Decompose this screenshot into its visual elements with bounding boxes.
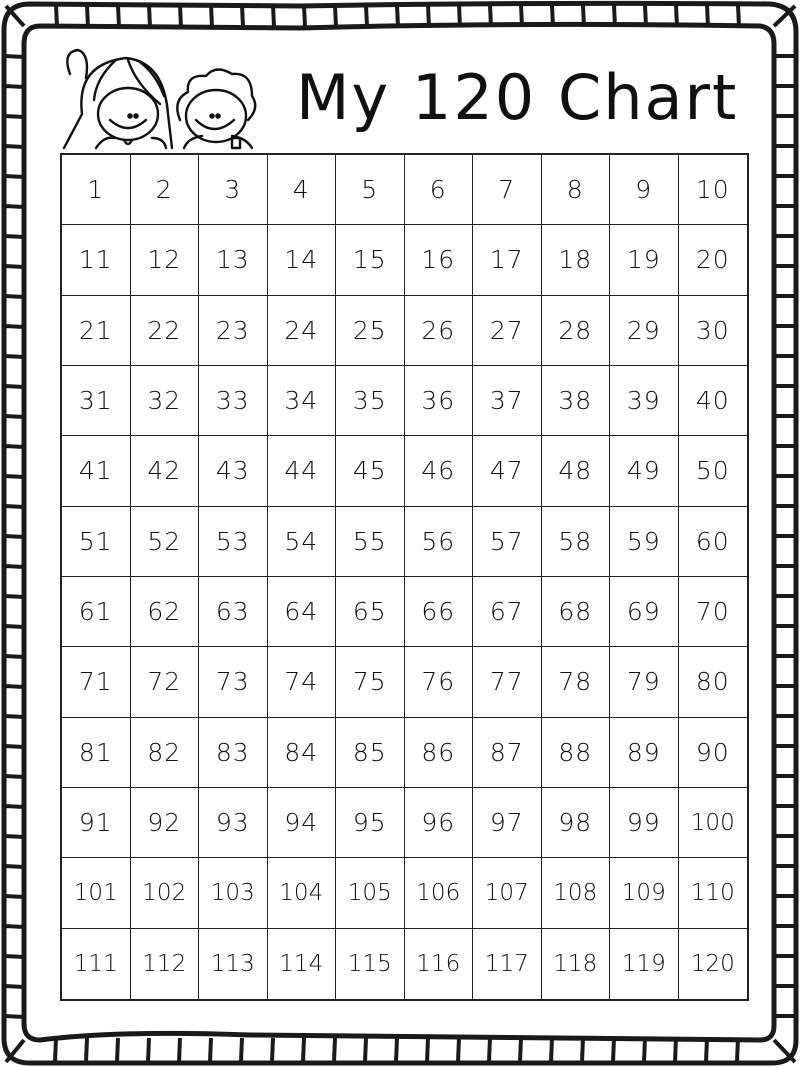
number-cell: 68 <box>542 577 611 647</box>
number-cell: 51 <box>62 507 131 577</box>
number-cell: 110 <box>679 858 748 928</box>
number-cell: 48 <box>542 436 611 506</box>
number-cell: 88 <box>542 718 611 788</box>
number-cell: 2 <box>131 155 200 225</box>
number-cell: 16 <box>405 225 474 295</box>
number-cell: 83 <box>199 718 268 788</box>
number-cell: 40 <box>679 366 748 436</box>
number-cell: 19 <box>610 225 679 295</box>
number-cell: 119 <box>610 929 679 999</box>
number-cell: 56 <box>405 507 474 577</box>
number-cell: 92 <box>131 788 200 858</box>
number-cell: 81 <box>62 718 131 788</box>
number-cell: 59 <box>610 507 679 577</box>
number-cell: 25 <box>336 296 405 366</box>
number-cell: 44 <box>268 436 337 506</box>
number-cell: 27 <box>473 296 542 366</box>
number-cell: 38 <box>542 366 611 436</box>
number-cell: 61 <box>62 577 131 647</box>
number-cell: 107 <box>473 858 542 928</box>
number-cell: 5 <box>336 155 405 225</box>
number-cell: 33 <box>199 366 268 436</box>
number-cell: 101 <box>62 858 131 928</box>
number-cell: 3 <box>199 155 268 225</box>
number-cell: 34 <box>268 366 337 436</box>
number-cell: 62 <box>131 577 200 647</box>
number-cell: 58 <box>542 507 611 577</box>
number-cell: 105 <box>336 858 405 928</box>
number-cell: 117 <box>473 929 542 999</box>
number-cell: 109 <box>610 858 679 928</box>
number-cell: 87 <box>473 718 542 788</box>
number-cell: 24 <box>268 296 337 366</box>
number-cell: 45 <box>336 436 405 506</box>
number-cell: 113 <box>199 929 268 999</box>
number-cell: 26 <box>405 296 474 366</box>
number-cell: 103 <box>199 858 268 928</box>
number-cell: 20 <box>679 225 748 295</box>
number-cell: 22 <box>131 296 200 366</box>
number-cell: 91 <box>62 788 131 858</box>
number-cell: 52 <box>131 507 200 577</box>
number-cell: 21 <box>62 296 131 366</box>
number-cell: 96 <box>405 788 474 858</box>
number-cell: 104 <box>268 858 337 928</box>
number-cell: 54 <box>268 507 337 577</box>
number-cell: 8 <box>542 155 611 225</box>
number-cell: 17 <box>473 225 542 295</box>
two-kids-clipart-icon <box>56 44 266 156</box>
number-cell: 93 <box>199 788 268 858</box>
number-cell: 82 <box>131 718 200 788</box>
number-cell: 111 <box>62 929 131 999</box>
number-cell: 80 <box>679 647 748 717</box>
number-cell: 120 <box>690 950 735 977</box>
number-cell: 85 <box>336 718 405 788</box>
number-cell: 71 <box>62 647 131 717</box>
number-cell: 74 <box>268 647 337 717</box>
number-cell: 41 <box>62 436 131 506</box>
number-cell: 72 <box>131 647 200 717</box>
number-cell: 64 <box>268 577 337 647</box>
number-cell: 30 <box>679 296 748 366</box>
number-cell: 4 <box>268 155 337 225</box>
number-cell: 49 <box>610 436 679 506</box>
number-cell: 76 <box>405 647 474 717</box>
number-cell: 57 <box>473 507 542 577</box>
number-cell: 11 <box>62 225 131 295</box>
number-cell: 94 <box>268 788 337 858</box>
number-cell: 98 <box>542 788 611 858</box>
number-cell: 13 <box>199 225 268 295</box>
number-cell: 115 <box>336 929 405 999</box>
number-cell: 90 <box>679 718 748 788</box>
number-cell: 69 <box>610 577 679 647</box>
number-cell: 116 <box>405 929 474 999</box>
number-cell: 97 <box>473 788 542 858</box>
number-cell: 35 <box>336 366 405 436</box>
number-cell: 73 <box>199 647 268 717</box>
number-cell: 42 <box>131 436 200 506</box>
number-cell: 10 <box>679 155 748 225</box>
number-cell: 32 <box>131 366 200 436</box>
number-cell: 78 <box>542 647 611 717</box>
number-cell: 50 <box>679 436 748 506</box>
number-cell: 75 <box>336 647 405 717</box>
number-cell: 99 <box>610 788 679 858</box>
number-cell: 112 <box>131 929 200 999</box>
number-cell: 114 <box>268 929 337 999</box>
number-cell: 95 <box>336 788 405 858</box>
number-cell: 53 <box>199 507 268 577</box>
number-cell: 60 <box>679 507 748 577</box>
number-cell: 9 <box>610 155 679 225</box>
number-cell: 66 <box>405 577 474 647</box>
number-cell: 86 <box>405 718 474 788</box>
number-cell: 55 <box>336 507 405 577</box>
number-cell: 23 <box>199 296 268 366</box>
number-cell: 79 <box>610 647 679 717</box>
number-cell: 28 <box>542 296 611 366</box>
number-cell: 31 <box>62 366 131 436</box>
number-cell: 47 <box>473 436 542 506</box>
number-cell: 65 <box>336 577 405 647</box>
number-cell: 118 <box>542 929 611 999</box>
number-cell: 37 <box>473 366 542 436</box>
number-cell: 108 <box>542 858 611 928</box>
number-cell: 29 <box>610 296 679 366</box>
number-cell: 18 <box>542 225 611 295</box>
number-cell: 36 <box>405 366 474 436</box>
number-grid <box>60 153 749 1001</box>
number-cell: 77 <box>473 647 542 717</box>
number-cell: 84 <box>268 718 337 788</box>
number-cell: 43 <box>199 436 268 506</box>
number-cell: 46 <box>405 436 474 506</box>
number-cell: 102 <box>131 858 200 928</box>
number-cell: 89 <box>610 718 679 788</box>
page-title: My 120 Chart <box>296 61 739 134</box>
number-cell: 1 <box>62 155 131 225</box>
number-cell: 70 <box>679 577 748 647</box>
number-cell: 14 <box>268 225 337 295</box>
number-cell: 39 <box>610 366 679 436</box>
number-cell: 6 <box>405 155 474 225</box>
number-cell: 67 <box>473 577 542 647</box>
number-cell: 7 <box>473 155 542 225</box>
number-cell: 106 <box>405 858 474 928</box>
number-cell: 12 <box>131 225 200 295</box>
number-cell: 15 <box>336 225 405 295</box>
number-cell: 100 <box>679 788 748 858</box>
number-cell: 63 <box>199 577 268 647</box>
